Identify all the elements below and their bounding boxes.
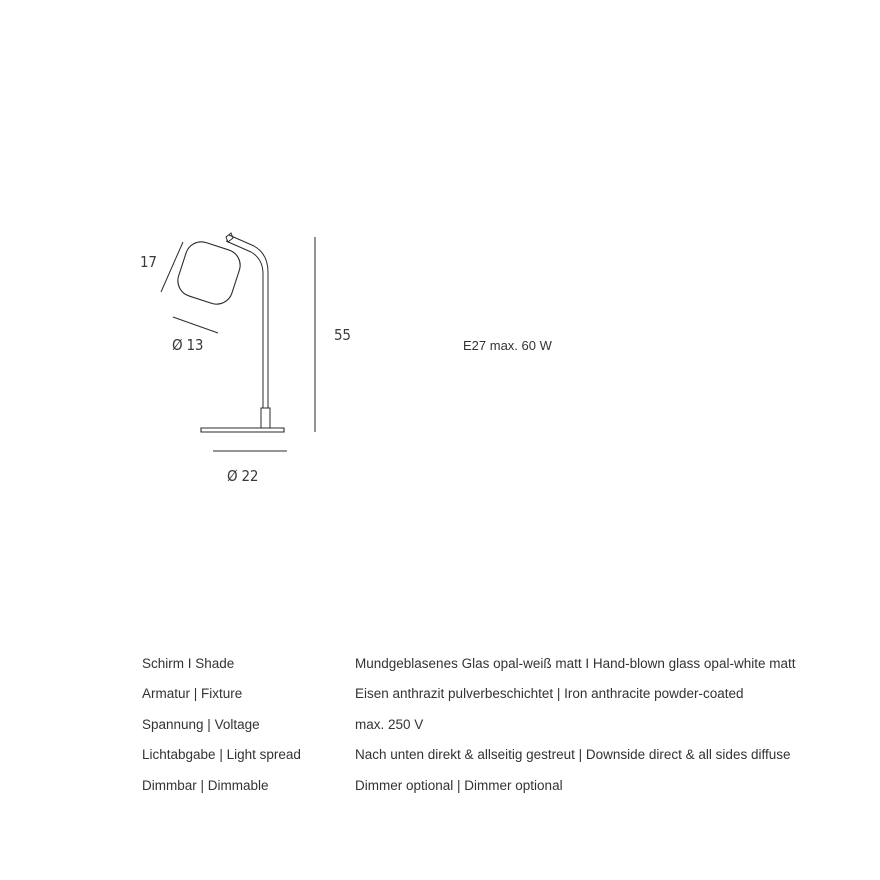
spec-value: Nach unten direkt & allseitig gestreut | Downside direct & all sides diffuse xyxy=(355,747,791,763)
base-diameter-label: Ø 22 xyxy=(227,467,259,485)
total-height-label: 55 xyxy=(334,326,351,344)
shade-connector xyxy=(226,233,233,242)
spec-label: Dimmbar | Dimmable xyxy=(142,777,269,793)
spec-row xyxy=(142,648,842,679)
bulb-rating: E27 max. 60 W xyxy=(463,338,552,353)
spec-value: Eisen anthrazit pulverbeschichtet | Iron anthracite powder-coated xyxy=(355,686,744,702)
lamp-arm-inner xyxy=(226,241,263,408)
dim-line-shade-diameter xyxy=(173,317,218,333)
spec-label: Lichtabgabe | Light spread xyxy=(142,747,301,763)
spec-label: Schirm I Shade xyxy=(142,655,235,671)
spec-value: max. 250 V xyxy=(355,716,424,732)
spec-value: Mundgeblasenes Glas opal-weiß matt I Hand-blown glass opal-white matt xyxy=(355,655,796,671)
lamp-shade xyxy=(174,238,245,309)
stem-collar xyxy=(261,408,270,428)
spec-row xyxy=(142,679,842,710)
spec-row xyxy=(142,770,842,801)
spec-label: Armatur | Fixture xyxy=(142,686,243,702)
shade-diameter-label: Ø 13 xyxy=(172,336,204,354)
spec-row xyxy=(142,709,842,740)
lamp-base xyxy=(201,428,284,432)
dim-line-shade-height xyxy=(161,242,183,292)
spec-value: Dimmer optional | Dimmer optional xyxy=(355,777,563,793)
lamp-arm-outer xyxy=(229,235,268,408)
spec-row xyxy=(142,740,842,771)
spec-table xyxy=(142,648,842,801)
shade-height-label: 17 xyxy=(140,253,157,271)
spec-label: Spannung | Voltage xyxy=(142,716,260,732)
